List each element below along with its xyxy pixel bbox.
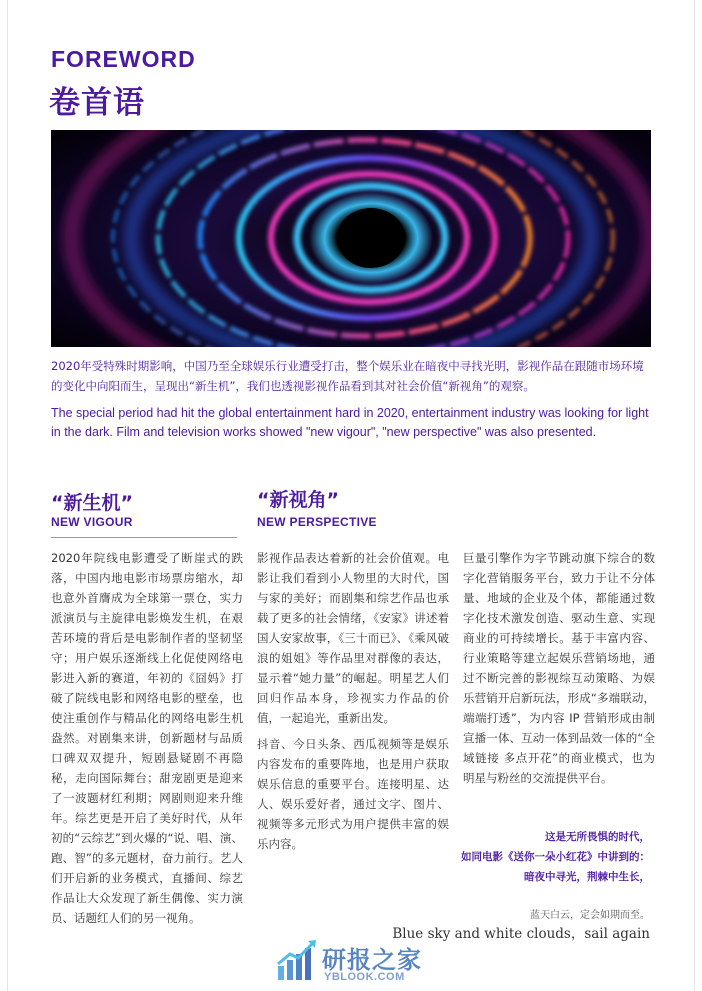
quote-line: 暗夜中寻光，荆棘中生长， [524,871,650,883]
closing-line-zh: 蓝天白云，定会如期而至。 [530,910,650,921]
paragraph: 巨量引擎作为字节跳动旗下综合的数字化营销服务平台，致力于让不分体量、地域的企业及个体，都能通过数字化技术激发创造、驱动生意、实现商业的可持续增长。基于丰富内容、行业策略等建立起娱乐营销场地，通过不断完善的影视综互动策略、为娱乐营销开启新玩法，形成“多端联动，端端打透”，为内容 IP 营销形成由制宣播一体、互动一体到品效一体的“全域链接 多点开花”的商业模式，也为明星与粉丝的交流提供平台。 [463,551,655,785]
intro-text-en: The special period had hit the global entertainment hard in 2020, entertainment industry was looking for light in the dark. Film and television works showed "new vigour", "new perspective" was also presented. [51,406,649,439]
closing-line-en: Blue sky and white clouds，sail again [392,926,650,942]
watermark-text-en: YBLOOK.COM [324,971,405,983]
watermark-text-zh: 研报之家 [322,946,422,974]
hero-image-light-tunnel [51,130,651,347]
quote-line: 如同电影《送你一朵小红花》中讲到的： [461,851,650,863]
paragraph: 2020年院线电影遭受了断崖式的跌落，中国内地电影市场票房缩水，却也意外首膺成为全球第一票仓，实力派演员与主旋律电影焕发生机，在艰苦环境的背后是电影制作者的坚韧坚守；用户娱乐逐渐线上化促使网络电影进入新的赛道，年初的《囧妈》打破了院线电影和网络电影的壁垒，也使注重创作与精品化的网络电影生机盎然。对剧集来讲，创新题材与品质口碑双双提升，短剧悬疑剧不再隐秘，走向国际舞台；甜宠剧更是迎来了一波题材红利期；网剧则迎来升维年。综艺更是开启了美好时代，从年初的“云综艺”到火爆的“说、唱、演、跑、智”的多元题材，奋力前行。艺人们开启新的业务模式，直播间、综艺作品让大众发现了新生偶像、实力演员、话题红人们的另一视角。 [51,551,243,925]
section-heading-new-vigour-zh: “新生机” [51,492,133,514]
body-column-3 [463,548,655,794]
section-divider [51,537,237,538]
quote-line: 这是无所畏惧的时代， [545,831,650,843]
body-column-1 [51,548,243,934]
body-column-2 [257,548,449,860]
bar-chart-logo-icon [276,938,320,984]
section-heading-new-vigour-en: NEW VIGOUR [51,515,133,529]
section-heading-new-perspective-en: NEW PERSPECTIVE [257,515,377,529]
paragraph: 抖音、今日头条、西瓜视频等是娱乐内容发布的重要阵地，也是用户获取娱乐信息的重要平台。连接明星、达人、娱乐爱好者，通过文字、图片、视频等多元形式为用户提供丰富的娱乐内容。 [257,737,449,851]
watermark [276,938,456,988]
foreword-title-zh: 卷首语 [49,85,145,121]
section-heading-new-perspective-zh: “新视角” [257,489,339,511]
intro-text-zh: 2020年受特殊时期影响，中国乃至全球娱乐行业遭受打击，整个娱乐业在暗夜中寻找光明，影视作品在跟随市场环境的变化中向阳而生，呈现出“新生机”，我们也透视影视作品看到其对社会价值“新视角”的观察。 [51,359,644,393]
closing-quote [461,827,650,887]
foreword-title-en: FOREWORD [51,46,196,72]
paragraph: 影视作品表达着新的社会价值观。电影让我们看到小人物里的大时代，国与家的美好；而剧集和综艺作品也承载了更多的社会情绪，《安家》讲述着国人安家故事，《三十而已》、《乘风破浪的姐姐》等作品里对群像的表达，显示着“她力量”的崛起。明星艺人们回归作品本身，珍视实力作品的价值，一起追光，重新出发。 [257,551,449,725]
